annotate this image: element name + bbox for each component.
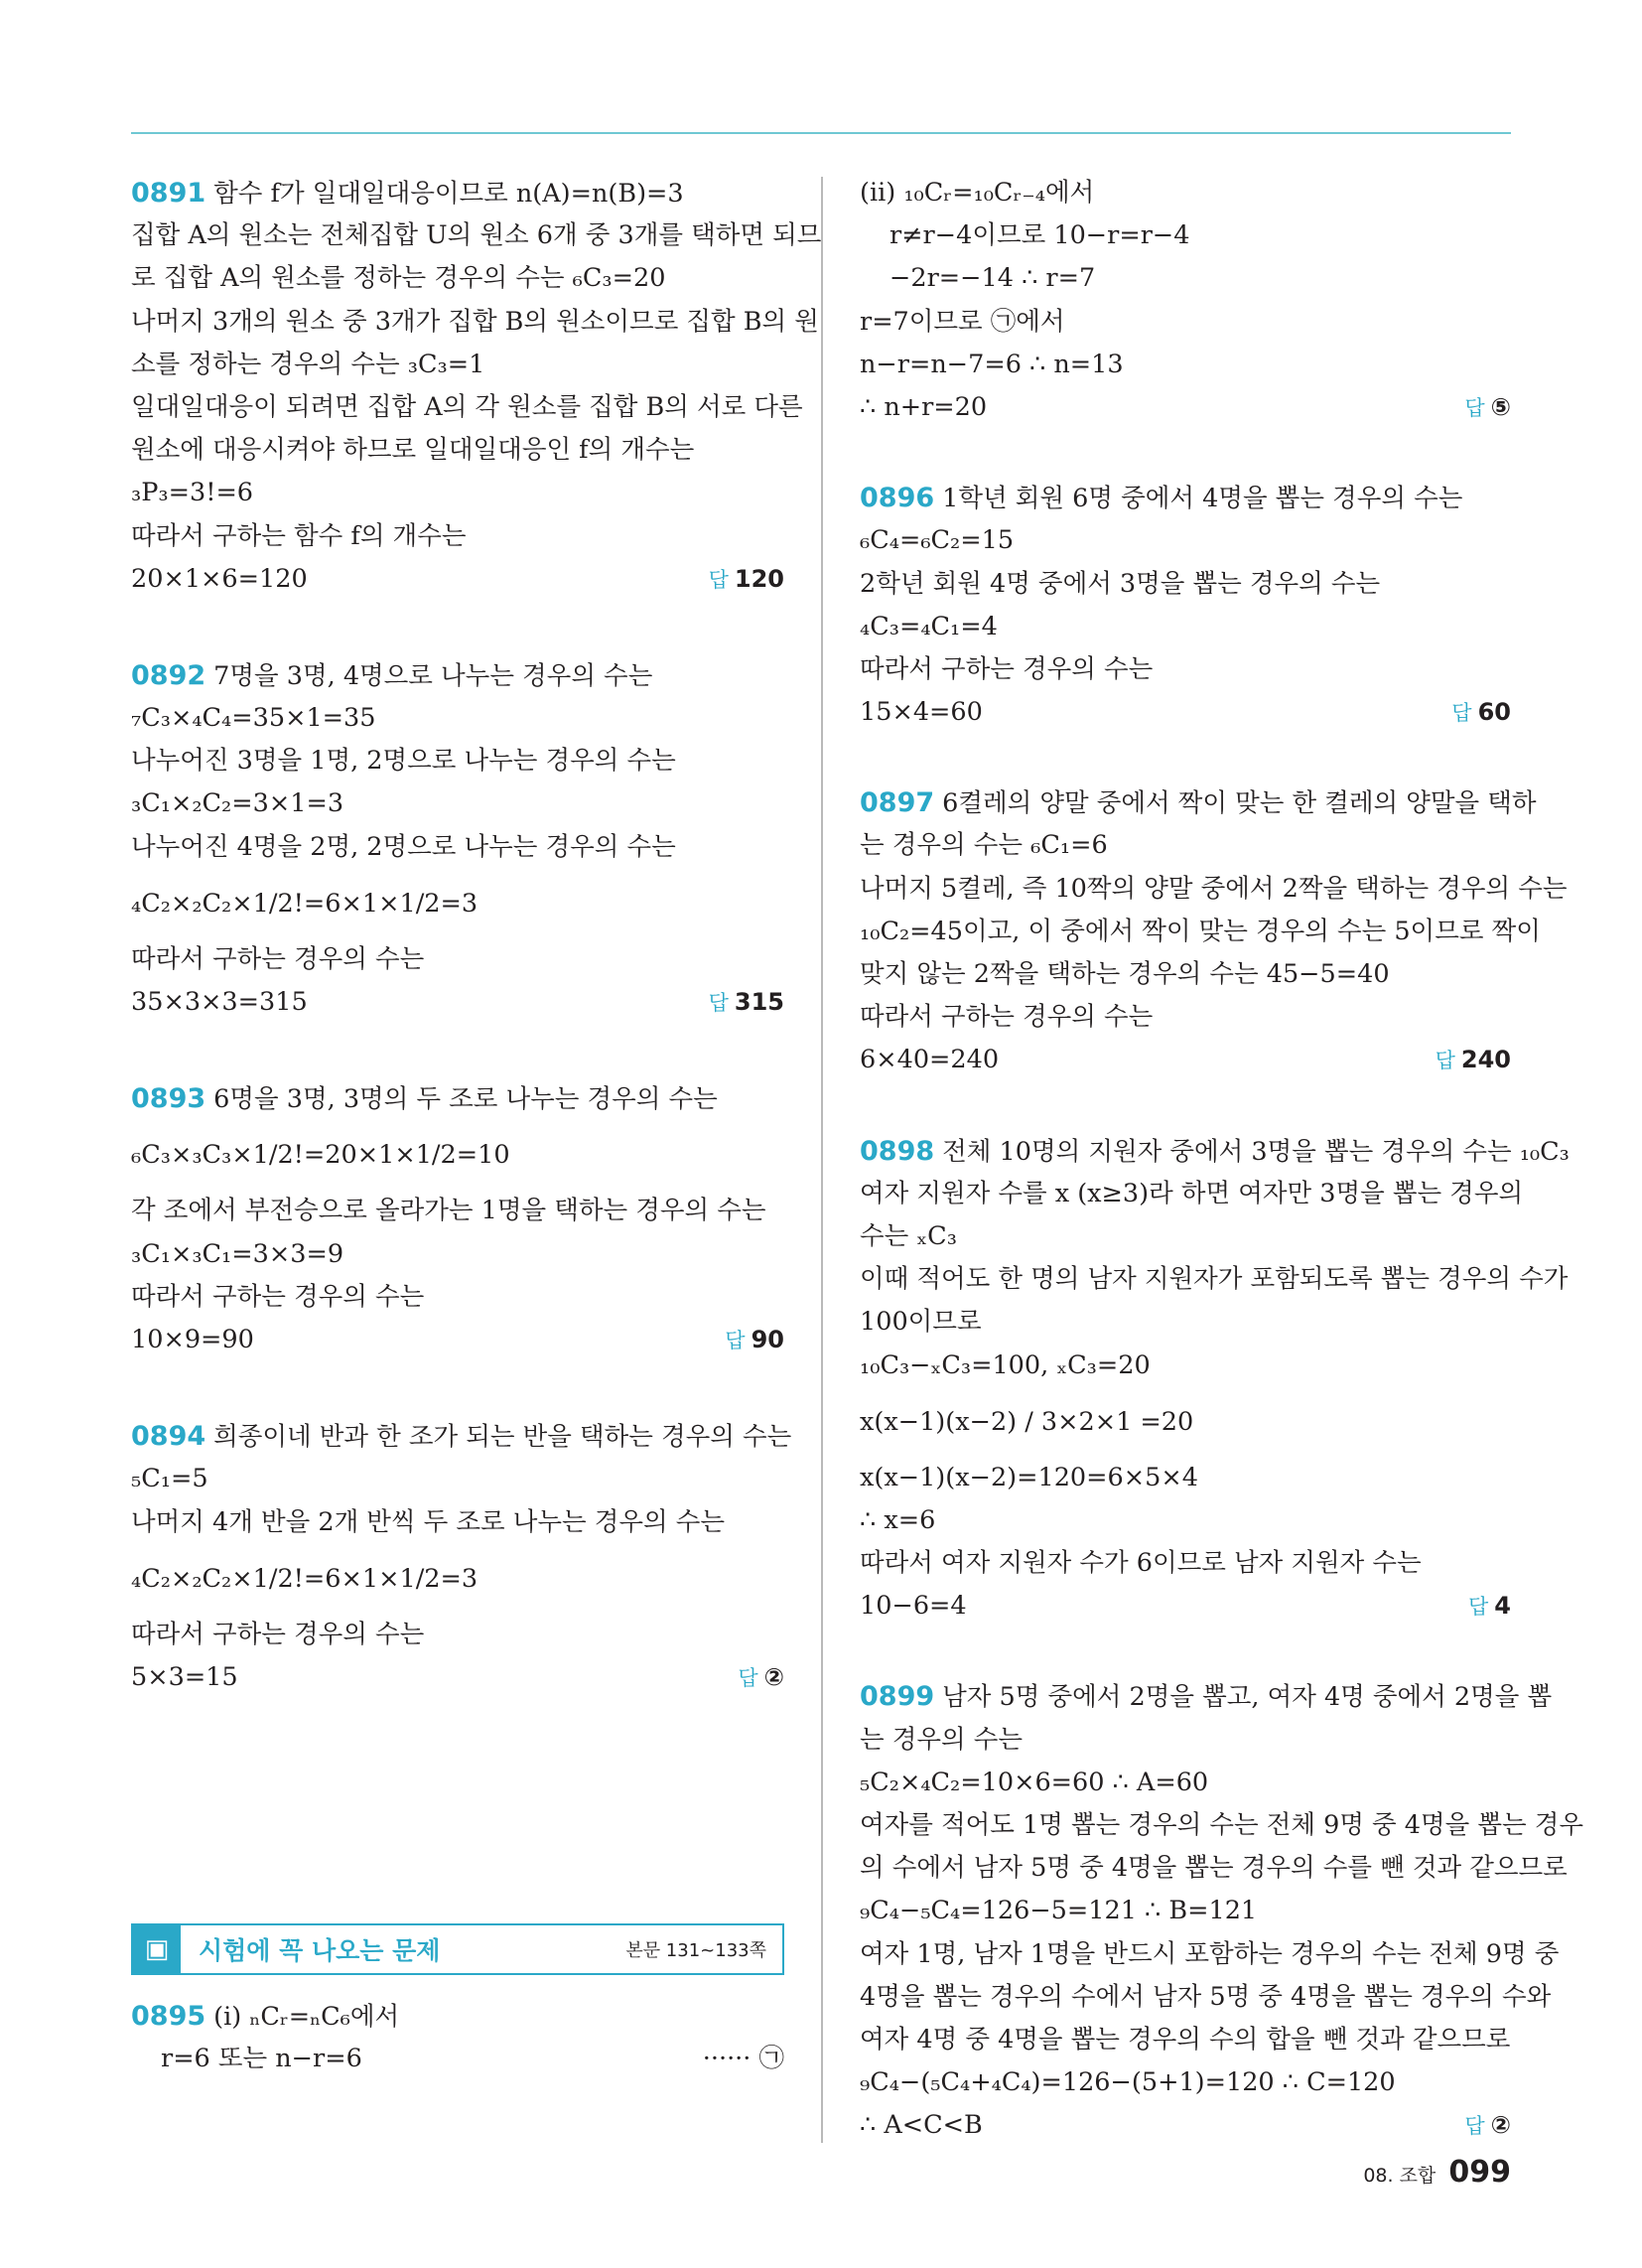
solution-line: 6명을 3명, 3명의 두 조로 나누는 경우의 수는	[213, 1084, 718, 1115]
solution-line: 4명을 뽑는 경우의 수에서 남자 5명 중 4명을 뽑는 경우의 수와	[860, 1981, 1552, 2012]
solution-line: 각 조에서 부전승으로 올라가는 1명을 택하는 경우의 수는	[131, 1196, 766, 1226]
answer-label: 답	[1464, 2114, 1485, 2139]
problem-0892	[131, 654, 784, 1024]
solution-line: n−r=n−7=6 ∴ n=13	[860, 349, 1124, 379]
solution-line: 함수 f가 일대일대응이므로 n(A)=n(B)=3	[213, 179, 684, 209]
solution-line: 따라서 구하는 경우의 수는	[860, 653, 1154, 684]
book-icon: ▣	[133, 1925, 181, 1973]
answer	[1451, 691, 1511, 735]
solution-line: 의 수에서 남자 5명 중 4명을 뽑는 경우의 수를 뺀 것과 같으므로	[860, 1853, 1568, 1884]
answer-value: ②	[763, 1662, 784, 1691]
answer-value: ⑤	[1490, 392, 1511, 421]
answer-value: 60	[1477, 698, 1511, 727]
answer-label: 답	[1435, 1049, 1455, 1073]
section-page-ref: 본문 131~133쪽	[625, 1940, 766, 1962]
problem-0891	[131, 172, 822, 601]
problem-0897	[860, 781, 1568, 1081]
solution-line: 따라서 구하는 경우의 수는	[860, 1002, 1154, 1033]
solution-line: 10×9=90	[131, 1324, 254, 1354]
section-title: 시험에 꼭 나오는 문제	[199, 1936, 441, 1966]
answer-label: 답	[1451, 701, 1472, 726]
solution-line: 6×40=240	[860, 1045, 1000, 1075]
solution-line: 여자 1명, 남자 1명을 반드시 포함하는 경우의 수는 전체 9명 중	[860, 1938, 1560, 1969]
section-banner	[131, 1923, 784, 1975]
solution-line: ₁₀C₂=45이고, 이 중에서 짝이 맞는 경우의 수는 5이므로 짝이	[860, 916, 1541, 946]
solution-line: x(x−1)(x−2)=120=6×5×4	[860, 1462, 1198, 1492]
top-rule	[131, 132, 1511, 134]
answer-value: 120	[734, 564, 784, 593]
solution-line: ∴ n+r=20	[860, 391, 988, 422]
solution-line: r=6 또는 n−r=6	[161, 2044, 362, 2074]
solution-line: ₉C₄−(₅C₄+₄C₄)=126−(5+1)=120 ∴ C=120	[860, 2067, 1396, 2098]
solution-line: 여자 4명 중 4명을 뽑는 경우의 수의 합을 뺀 것과 같으므로	[860, 2024, 1511, 2055]
solution-line: 따라서 구하는 함수 f의 개수는	[131, 520, 467, 551]
solution-line: −2r=−14 ∴ r=7	[889, 263, 1096, 294]
problem-number: 0891	[131, 178, 206, 209]
fraction-line: ₄C₂×₂C₂×1/2!=6×1×1/2=3	[131, 1563, 479, 1594]
right-column	[860, 172, 1584, 2148]
problem-number: 0897	[860, 787, 935, 819]
answer	[709, 981, 784, 1025]
solution-line: 나누어진 4명을 2명, 2명으로 나누는 경우의 수는	[131, 831, 676, 862]
solution-line: 맞지 않는 2짝을 택하는 경우의 수는 45−5=40	[860, 959, 1390, 989]
solution-line: ₃P₃=3!=6	[131, 478, 254, 508]
solution-line: 15×4=60	[860, 697, 983, 728]
solution-line: ₄C₃=₄C₁=4	[860, 611, 998, 641]
solution-line: 따라서 구하는 경우의 수는	[131, 943, 425, 974]
solution-line: (ii) ₁₀Cᵣ=₁₀Cᵣ₋₄에서	[860, 178, 1095, 208]
answer	[725, 1319, 784, 1362]
solution-line: 전체 10명의 지원자 중에서 3명을 뽑는 경우의 수는 ₁₀C₃	[942, 1136, 1570, 1167]
problem-number: 0894	[131, 1421, 206, 1453]
solution-line: 10−6=4	[860, 1591, 967, 1622]
solution-line: 나누어진 3명을 1명, 2명으로 나누는 경우의 수는	[131, 746, 676, 777]
solution-line: 집합 A의 원소는 전체집합 U의 원소 6개 중 3개를 택하면 되므	[131, 220, 822, 251]
answer	[709, 558, 784, 602]
solution-line: r≠r−4이므로 10−r=r−4	[889, 220, 1190, 251]
solution-line: 따라서 여자 지원자 수가 6이므로 남자 지원자 수는	[860, 1548, 1422, 1579]
problem-number: 0895	[131, 2001, 206, 2033]
answer-label: 답	[725, 1328, 746, 1352]
solution-line: 나머지 5켤레, 즉 10짝의 양말 중에서 2짝을 택하는 경우의 수는	[860, 873, 1568, 904]
column-divider	[821, 177, 823, 2143]
solution-line: 1학년 회원 6명 중에서 4명을 뽑는 경우의 수는	[942, 484, 1463, 514]
equation-marker: ······ ㉠	[702, 2044, 784, 2074]
fraction-line: x(x−1)(x−2) / 3×2×1 =20	[860, 1406, 1194, 1437]
solution-line: 원소에 대응시켜야 하므로 일대일대응인 f의 개수는	[131, 435, 695, 466]
problem-number: 0896	[860, 483, 935, 514]
solution-line: ₅C₁=5	[131, 1464, 208, 1494]
answer	[1436, 1039, 1511, 1082]
fraction-line: ₆C₃×₃C₃×1/2!=20×1×1/2=10	[131, 1140, 510, 1171]
answer	[1468, 1585, 1511, 1629]
solution-line: 7명을 3명, 4명으로 나누는 경우의 수는	[213, 660, 653, 691]
page-number: 099	[1448, 2155, 1511, 2190]
solution-line: 일대일대응이 되려면 집합 A의 각 원소를 집합 B의 서로 다른	[131, 391, 803, 422]
solution-line: 로 집합 A의 원소를 정하는 경우의 수는 ₆C₃=20	[131, 263, 666, 294]
answer-value: 240	[1460, 1046, 1511, 1074]
solution-line: 여자 지원자 수를 x (x≥3)라 하면 여자만 3명을 뽑는 경우의	[860, 1178, 1524, 1208]
answer-value: 315	[734, 988, 784, 1016]
problem-number: 0893	[131, 1083, 206, 1115]
left-column	[131, 172, 822, 2080]
solution-line: 20×1×6=120	[131, 563, 308, 594]
solution-line: ∴ A<C<B	[860, 2110, 983, 2141]
solution-line: 2학년 회원 4명 중에서 3명을 뽑는 경우의 수는	[860, 568, 1381, 599]
answer	[1464, 2104, 1511, 2148]
solution-line: ₃C₁×₃C₁=3×3=9	[131, 1238, 344, 1269]
solution-line: 남자 5명 중에서 2명을 뽑고, 여자 4명 중에서 2명을 뽑	[942, 1682, 1553, 1713]
solution-line: r=7이므로 ㉠에서	[860, 306, 1065, 337]
solution-line: 수는 ₓC₃	[860, 1220, 957, 1251]
problem-0895-continued	[860, 172, 1511, 429]
solution-line: ₆C₄=₆C₂=15	[860, 525, 1015, 556]
answer	[738, 1656, 784, 1700]
answer-label: 답	[708, 567, 729, 592]
solution-line: 35×3×3=315	[131, 987, 308, 1017]
solution-line: 는 경우의 수는 ₆C₁=6	[860, 830, 1108, 861]
solution-line: ₁₀C₃−ₓC₃=100, ₓC₃=20	[860, 1349, 1151, 1380]
answer-label: 답	[1468, 1595, 1489, 1620]
problem-0896	[860, 477, 1511, 734]
problem-0895	[131, 1995, 784, 2080]
answer-value: 90	[751, 1325, 784, 1353]
answer-label: 답	[738, 1665, 758, 1690]
problem-0893	[131, 1077, 784, 1361]
solution-line: 100이므로	[860, 1307, 982, 1338]
problem-0898	[860, 1130, 1570, 1629]
answer-value: ②	[1490, 2111, 1511, 2140]
solution-line: 나머지 3개의 원소 중 3개가 집합 B의 원소이므로 집합 B의 원	[131, 306, 819, 337]
problem-number: 0892	[131, 659, 206, 691]
answer	[1464, 386, 1511, 430]
solution-line: ₃C₁×₂C₂=3×1=3	[131, 788, 344, 819]
fraction-line: ₄C₂×₂C₂×1/2!=6×1×1/2=3	[131, 888, 479, 919]
solution-line: 여자를 적어도 1명 뽑는 경우의 수는 전체 9명 중 4명을 뽑는 경우	[860, 1810, 1584, 1840]
solution-line: ₇C₃×₄C₄=35×1=35	[131, 703, 376, 734]
solution-line: ₉C₄−₅C₄=126−5=121 ∴ B=121	[860, 1896, 1258, 1926]
problem-0899	[860, 1675, 1584, 2147]
solution-line: 6켤레의 양말 중에서 짝이 맞는 한 켤레의 양말을 택하	[942, 788, 1537, 819]
solution-line: 5×3=15	[131, 1661, 238, 1692]
solution-line: 따라서 구하는 경우의 수는	[131, 1281, 425, 1312]
problem-number: 0899	[860, 1681, 935, 1713]
solution-line: 이때 적어도 한 명의 남자 지원자가 포함되도록 뽑는 경우의 수가	[860, 1264, 1569, 1295]
problem-number: 0898	[860, 1135, 935, 1167]
solution-line: (i) ₙCᵣ=ₙC₆에서	[213, 2002, 400, 2033]
solution-line: ∴ x=6	[860, 1504, 936, 1535]
solution-line: 나머지 4개 반을 2개 반씩 두 조로 나누는 경우의 수는	[131, 1506, 726, 1537]
solution-line: ₅C₂×₄C₂=10×6=60 ∴ A=60	[860, 1767, 1209, 1797]
solution-line: 는 경우의 수는	[860, 1724, 1024, 1755]
problem-0894	[131, 1415, 792, 1699]
answer-label: 답	[708, 991, 729, 1015]
chapter-label: 08. 조합	[1363, 2165, 1437, 2187]
page-footer	[1363, 2155, 1511, 2190]
answer-label: 답	[1464, 395, 1485, 420]
solution-line: 소를 정하는 경우의 수는 ₃C₃=1	[131, 349, 485, 379]
solution-line: 희종이네 반과 한 조가 되는 반을 택하는 경우의 수는	[213, 1422, 792, 1453]
answer-value: 4	[1494, 1592, 1511, 1621]
solution-line: 따라서 구하는 경우의 수는	[131, 1619, 425, 1649]
